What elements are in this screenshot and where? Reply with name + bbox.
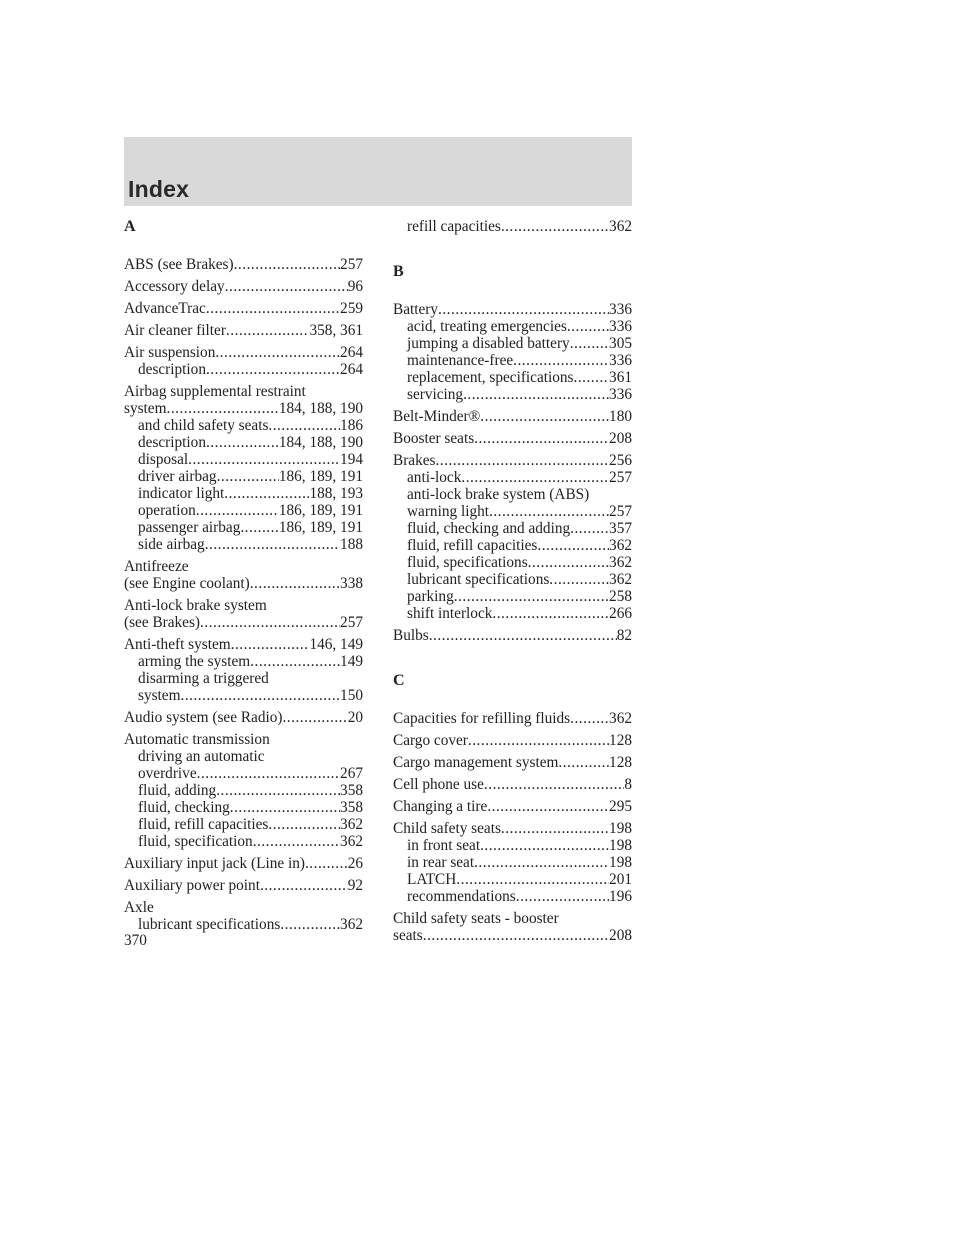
index-column-left xyxy=(124,218,363,938)
index-subentry-maintenance-free xyxy=(393,352,632,369)
index-subentry-disposal xyxy=(124,451,363,468)
index-subentry-disarming-a-triggered xyxy=(124,670,363,687)
index-subentry-anti-lock-brake-system-abs xyxy=(393,486,632,503)
dot-leader xyxy=(461,469,609,486)
page-reference: 336 xyxy=(609,301,632,318)
index-entry xyxy=(124,558,363,592)
dot-leader xyxy=(480,408,609,425)
index-subentry-driving-an-automatic xyxy=(124,748,363,765)
index-entry xyxy=(393,452,632,622)
page-reference: 256 xyxy=(609,452,632,469)
index-subentry-description xyxy=(124,361,363,378)
index-entry xyxy=(124,636,363,704)
dot-leader xyxy=(206,300,340,317)
index-subentry-system xyxy=(124,687,363,704)
entry-text: Auxiliary power point xyxy=(124,877,260,894)
page-reference: 150 xyxy=(340,687,363,704)
page-reference: 198 xyxy=(609,820,632,837)
entry-text: description xyxy=(138,361,206,378)
dot-leader xyxy=(217,468,279,485)
dot-leader xyxy=(188,451,340,468)
entry-text: anti-lock brake system (ABS) xyxy=(407,486,590,503)
index-subentry-latch xyxy=(393,871,632,888)
entry-text: Booster seats xyxy=(393,430,475,447)
page-reference: 259 xyxy=(340,300,363,317)
index-entry xyxy=(124,597,363,631)
page-reference: 128 xyxy=(609,754,632,771)
entry-text: indicator light xyxy=(138,485,225,502)
page-reference: 180 xyxy=(609,408,632,425)
page-reference: 258 xyxy=(609,588,632,605)
dot-leader xyxy=(468,732,609,749)
page-reference: 196 xyxy=(609,888,632,905)
index-subentry-arming-the-system xyxy=(124,653,363,670)
entry-text: shift interlock xyxy=(407,605,493,622)
entry-text: servicing xyxy=(407,386,464,403)
page-reference: 186, 189, 191 xyxy=(278,468,363,485)
index-entry xyxy=(124,877,363,894)
entry-text: refill capacities xyxy=(407,218,501,235)
index-subentry-servicing xyxy=(393,386,632,403)
page-reference: 184, 188, 190 xyxy=(278,400,363,417)
dot-leader xyxy=(167,400,279,417)
dot-leader xyxy=(215,344,340,361)
index-term-axle xyxy=(124,899,363,916)
page-reference: 186, 189, 191 xyxy=(278,519,363,536)
index-subentry-overdrive xyxy=(124,765,363,782)
entry-text: operation xyxy=(138,502,196,519)
dot-leader xyxy=(537,537,609,554)
dot-leader xyxy=(570,335,609,352)
entry-text: Audio system (see Radio) xyxy=(124,709,283,726)
index-subentry-acid-treating-emergencies xyxy=(393,318,632,335)
page-reference: 357 xyxy=(609,520,632,537)
entry-text: Child safety seats - booster xyxy=(393,910,559,927)
index-entry xyxy=(393,754,632,771)
entry-text: replacement, specifications xyxy=(407,369,574,386)
entry-text: Brakes xyxy=(393,452,436,469)
page-reference: 362 xyxy=(609,710,632,727)
index-term-abs-see-brakes xyxy=(124,256,363,273)
entry-text: recommendations xyxy=(407,888,516,905)
page-reference: 362 xyxy=(609,554,632,571)
dot-leader xyxy=(489,503,609,520)
dot-leader xyxy=(234,256,340,273)
entry-text: disarming a triggered xyxy=(138,670,269,687)
entry-text: Cell phone use xyxy=(393,776,484,793)
index-subentry-fluid-refill-capacities xyxy=(124,816,363,833)
dot-leader xyxy=(456,871,609,888)
index-entry xyxy=(393,820,632,905)
entry-text: acid, treating emergencies xyxy=(407,318,567,335)
dot-leader xyxy=(268,816,340,833)
page-reference: 362 xyxy=(340,833,363,850)
page-number: 370 xyxy=(124,932,147,949)
page-reference: 194 xyxy=(340,451,363,468)
dot-leader xyxy=(216,782,340,799)
index-entry xyxy=(393,910,632,944)
dot-leader xyxy=(435,452,609,469)
index-term-anti-theft-system xyxy=(124,636,363,653)
page-reference: 208 xyxy=(609,927,632,944)
page-reference: 336 xyxy=(609,352,632,369)
page-reference: 267 xyxy=(340,765,363,782)
page-reference: 20 xyxy=(347,709,363,726)
index-entry xyxy=(124,899,363,933)
index-subentry-lubricant-specifications xyxy=(393,571,632,588)
dot-leader xyxy=(474,854,609,871)
page-reference: 266 xyxy=(609,605,632,622)
page-reference: 336 xyxy=(609,318,632,335)
page-reference: 264 xyxy=(340,344,363,361)
header-band xyxy=(124,137,632,206)
dot-leader xyxy=(513,352,609,369)
entry-text: warning light xyxy=(407,503,489,520)
dot-leader xyxy=(528,554,609,571)
page-reference: 186 xyxy=(340,417,363,434)
page-reference: 305 xyxy=(609,335,632,352)
dot-leader xyxy=(196,502,279,519)
index-entry xyxy=(393,710,632,727)
index-subentry-recommendations xyxy=(393,888,632,905)
page-reference: 257 xyxy=(340,256,363,273)
section-spacer xyxy=(393,689,632,710)
index-entry xyxy=(393,301,632,403)
index-entry xyxy=(124,256,363,273)
index-entry xyxy=(124,383,363,553)
section-letter: C xyxy=(393,672,405,689)
section-letter: B xyxy=(393,263,404,280)
dot-leader xyxy=(574,369,610,386)
index-term-belt-minder xyxy=(393,408,632,425)
index-term-cell-phone-use xyxy=(393,776,632,793)
page-reference: 188, 193 xyxy=(309,485,363,502)
index-term-see-brakes xyxy=(124,614,363,631)
page-reference: 8 xyxy=(624,776,632,793)
page-reference: 338 xyxy=(340,575,363,592)
entry-text: LATCH xyxy=(407,871,457,888)
index-term-advancetrac xyxy=(124,300,363,317)
entry-text: Cargo cover xyxy=(393,732,468,749)
index-column-right xyxy=(393,218,632,949)
entry-text: arming the system xyxy=(138,653,251,670)
dot-leader xyxy=(231,636,310,653)
page-reference: 358, 361 xyxy=(309,322,363,339)
entry-text: Bulbs xyxy=(393,627,429,644)
entry-text: AdvanceTrac xyxy=(124,300,206,317)
entry-text: Battery xyxy=(393,301,439,318)
entry-text: system xyxy=(124,400,167,417)
index-term-see-engine-coolant xyxy=(124,575,363,592)
section-spacer xyxy=(124,235,363,256)
index-entry xyxy=(393,732,632,749)
dot-leader xyxy=(224,485,309,502)
page-reference: 362 xyxy=(609,218,632,235)
page-reference: 92 xyxy=(347,877,363,894)
index-term-airbag-supplemental-restraint xyxy=(124,383,363,400)
index-subentry-warning-light xyxy=(393,503,632,520)
index-term-child-safety-seats xyxy=(393,820,632,837)
dot-leader xyxy=(474,430,609,447)
dot-leader xyxy=(197,765,340,782)
dot-leader xyxy=(250,575,340,592)
entry-text: Belt-Minder® xyxy=(393,408,481,425)
index-term-air-suspension xyxy=(124,344,363,361)
dot-leader xyxy=(226,322,310,339)
index-entry xyxy=(393,776,632,793)
entry-text: Antifreeze xyxy=(124,558,189,575)
dot-leader xyxy=(438,301,609,318)
index-subentry-refill-capacities xyxy=(393,218,632,235)
index-term-seats xyxy=(393,927,632,944)
page-reference: 358 xyxy=(340,799,363,816)
dot-leader xyxy=(484,776,624,793)
index-subentry-in-rear-seat xyxy=(393,854,632,871)
index-term-child-safety-seats-booster xyxy=(393,910,632,927)
index-entry xyxy=(124,344,363,378)
index-subentry-and-child-safety-seats xyxy=(124,417,363,434)
index-subentry-parking xyxy=(393,588,632,605)
dot-leader xyxy=(570,520,609,537)
index-entry xyxy=(124,709,363,726)
page-reference: 149 xyxy=(340,653,363,670)
entry-text: passenger airbag xyxy=(138,519,241,536)
index-subentry-replacement-specifications xyxy=(393,369,632,386)
entry-text: Changing a tire xyxy=(393,798,488,815)
entry-text: Child safety seats xyxy=(393,820,501,837)
dot-leader xyxy=(480,837,609,854)
dot-leader xyxy=(230,799,340,816)
page-reference: 257 xyxy=(609,469,632,486)
index-subentry-fluid-checking xyxy=(124,799,363,816)
entry-text: Auxiliary input jack (Line in) xyxy=(124,855,305,872)
entry-text: fluid, specifications xyxy=(407,554,528,571)
entry-text: fluid, checking and adding xyxy=(407,520,571,537)
entry-text: lubricant specifications xyxy=(138,916,281,933)
dot-leader xyxy=(205,536,340,553)
index-entry xyxy=(393,798,632,815)
entry-text: and child safety seats xyxy=(138,417,269,434)
page-reference: 358 xyxy=(340,782,363,799)
index-term-capacities-for-refilling-fluids xyxy=(393,710,632,727)
index-subentry-in-front-seat xyxy=(393,837,632,854)
index-term-air-cleaner-filter xyxy=(124,322,363,339)
entry-text: Capacities for refilling fluids xyxy=(393,710,571,727)
page-reference: 362 xyxy=(609,537,632,554)
entry-text: fluid, checking xyxy=(138,799,230,816)
page-reference: 96 xyxy=(347,278,363,295)
page-reference: 128 xyxy=(609,732,632,749)
page-reference: 82 xyxy=(616,627,632,644)
dot-leader xyxy=(501,218,609,235)
index-term-antifreeze xyxy=(124,558,363,575)
dot-leader xyxy=(429,627,617,644)
page-reference: 264 xyxy=(340,361,363,378)
dot-leader xyxy=(250,653,340,670)
entry-text: Cargo management system xyxy=(393,754,559,771)
index-term-automatic-transmission xyxy=(124,731,363,748)
entry-text: parking xyxy=(407,588,454,605)
entry-text: fluid, adding xyxy=(138,782,217,799)
entry-text: in rear seat xyxy=(407,854,475,871)
index-subentry-fluid-specifications xyxy=(393,554,632,571)
index-term-system xyxy=(124,400,363,417)
index-term-anti-lock-brake-system xyxy=(124,597,363,614)
page-reference: 184, 188, 190 xyxy=(278,434,363,451)
entry-text: side airbag xyxy=(138,536,205,553)
index-subentry-jumping-a-disabled-battery xyxy=(393,335,632,352)
page-reference: 362 xyxy=(340,916,363,933)
entry-text: anti-lock xyxy=(407,469,462,486)
entry-text: (see Brakes) xyxy=(124,614,201,631)
dot-leader xyxy=(206,434,279,451)
index-subentry-anti-lock xyxy=(393,469,632,486)
entry-text: Airbag supplemental restraint xyxy=(124,383,306,400)
entry-text: disposal xyxy=(138,451,189,468)
entry-text: Automatic transmission xyxy=(124,731,270,748)
index-term-audio-system-see-radio xyxy=(124,709,363,726)
index-entry xyxy=(393,627,632,644)
index-term-changing-a-tire xyxy=(393,798,632,815)
page-reference: 146, 149 xyxy=(309,636,363,653)
index-subentry-passenger-airbag xyxy=(124,519,363,536)
section-spacer xyxy=(393,280,632,301)
section-letter: A xyxy=(124,218,136,235)
index-term-booster-seats xyxy=(393,430,632,447)
index-term-cargo-management-system xyxy=(393,754,632,771)
page-reference: 361 xyxy=(609,369,632,386)
dot-leader xyxy=(516,888,609,905)
index-subentry-fluid-refill-capacities xyxy=(393,537,632,554)
dot-leader xyxy=(423,927,609,944)
entry-text: Air cleaner filter xyxy=(124,322,226,339)
page-reference: 208 xyxy=(609,430,632,447)
index-subentry-fluid-specification xyxy=(124,833,363,850)
entry-text: Accessory delay xyxy=(124,278,225,295)
index-subentry-lubricant-specifications xyxy=(124,916,363,933)
page-reference: 198 xyxy=(609,854,632,871)
page-reference: 257 xyxy=(340,614,363,631)
index-term-brakes xyxy=(393,452,632,469)
dot-leader xyxy=(240,519,279,536)
page-reference: 336 xyxy=(609,386,632,403)
index-term-auxiliary-input-jack-line-in xyxy=(124,855,363,872)
dot-leader xyxy=(454,588,609,605)
page-reference: 362 xyxy=(609,571,632,588)
index-term-auxiliary-power-point xyxy=(124,877,363,894)
entry-text: driving an automatic xyxy=(138,748,265,765)
page-reference: 188 xyxy=(340,536,363,553)
index-subentry-driver-airbag xyxy=(124,468,363,485)
dot-leader xyxy=(463,386,609,403)
entry-text: lubricant specifications xyxy=(407,571,550,588)
index-entry xyxy=(124,731,363,850)
dot-leader xyxy=(268,417,340,434)
index-entry xyxy=(124,855,363,872)
page-reference: 257 xyxy=(609,503,632,520)
index-entry xyxy=(124,278,363,295)
section-gap xyxy=(393,649,632,672)
page-reference: 295 xyxy=(609,798,632,815)
index-term-bulbs xyxy=(393,627,632,644)
entry-text: Anti-lock brake system xyxy=(124,597,267,614)
entry-text: ABS (see Brakes) xyxy=(124,256,234,273)
dot-leader xyxy=(253,833,340,850)
entry-text: Anti-theft system xyxy=(124,636,231,653)
entry-text: in front seat xyxy=(407,837,481,854)
index-term-battery xyxy=(393,301,632,318)
entry-text: overdrive xyxy=(138,765,197,782)
index-term-cargo-cover xyxy=(393,732,632,749)
index-entry xyxy=(393,408,632,425)
dot-leader xyxy=(305,855,348,872)
index-term-accessory-delay xyxy=(124,278,363,295)
dot-leader xyxy=(549,571,609,588)
index-subentry-fluid-checking-and-adding xyxy=(393,520,632,537)
dot-leader xyxy=(206,361,340,378)
dot-leader xyxy=(570,710,609,727)
dot-leader xyxy=(260,877,348,894)
index-subentry-operation xyxy=(124,502,363,519)
dot-leader xyxy=(200,614,340,631)
index-entry xyxy=(124,322,363,339)
index-entry xyxy=(124,300,363,317)
entry-text: Axle xyxy=(124,899,154,916)
page-title: Index xyxy=(128,176,190,202)
index-subentry-fluid-adding xyxy=(124,782,363,799)
dot-leader xyxy=(225,278,348,295)
dot-leader xyxy=(501,820,609,837)
dot-leader xyxy=(567,318,609,335)
section-gap xyxy=(393,240,632,263)
index-entry xyxy=(393,218,632,235)
dot-leader xyxy=(282,709,347,726)
index-subentry-side-airbag xyxy=(124,536,363,553)
dot-leader xyxy=(492,605,609,622)
entry-text: driver airbag xyxy=(138,468,217,485)
index-entry xyxy=(393,430,632,447)
page-reference: 201 xyxy=(609,871,632,888)
entry-text: fluid, specification xyxy=(138,833,253,850)
entry-text: seats xyxy=(393,927,423,944)
page-reference: 198 xyxy=(609,837,632,854)
entry-text: description xyxy=(138,434,206,451)
page-reference: 362 xyxy=(340,816,363,833)
page-reference: 26 xyxy=(347,855,363,872)
index-subentry-shift-interlock xyxy=(393,605,632,622)
dot-leader xyxy=(280,916,340,933)
page-reference: 186, 189, 191 xyxy=(278,502,363,519)
index-subentry-description xyxy=(124,434,363,451)
dot-leader xyxy=(487,798,609,815)
index-subentry-indicator-light xyxy=(124,485,363,502)
entry-text: (see Engine coolant) xyxy=(124,575,250,592)
entry-text: fluid, refill capacities xyxy=(407,537,538,554)
entry-text: system xyxy=(138,687,181,704)
entry-text: jumping a disabled battery xyxy=(407,335,570,352)
entry-text: fluid, refill capacities xyxy=(138,816,269,833)
dot-leader xyxy=(558,754,609,771)
dot-leader xyxy=(181,687,341,704)
entry-text: maintenance-free xyxy=(407,352,514,369)
entry-text: Air suspension xyxy=(124,344,216,361)
